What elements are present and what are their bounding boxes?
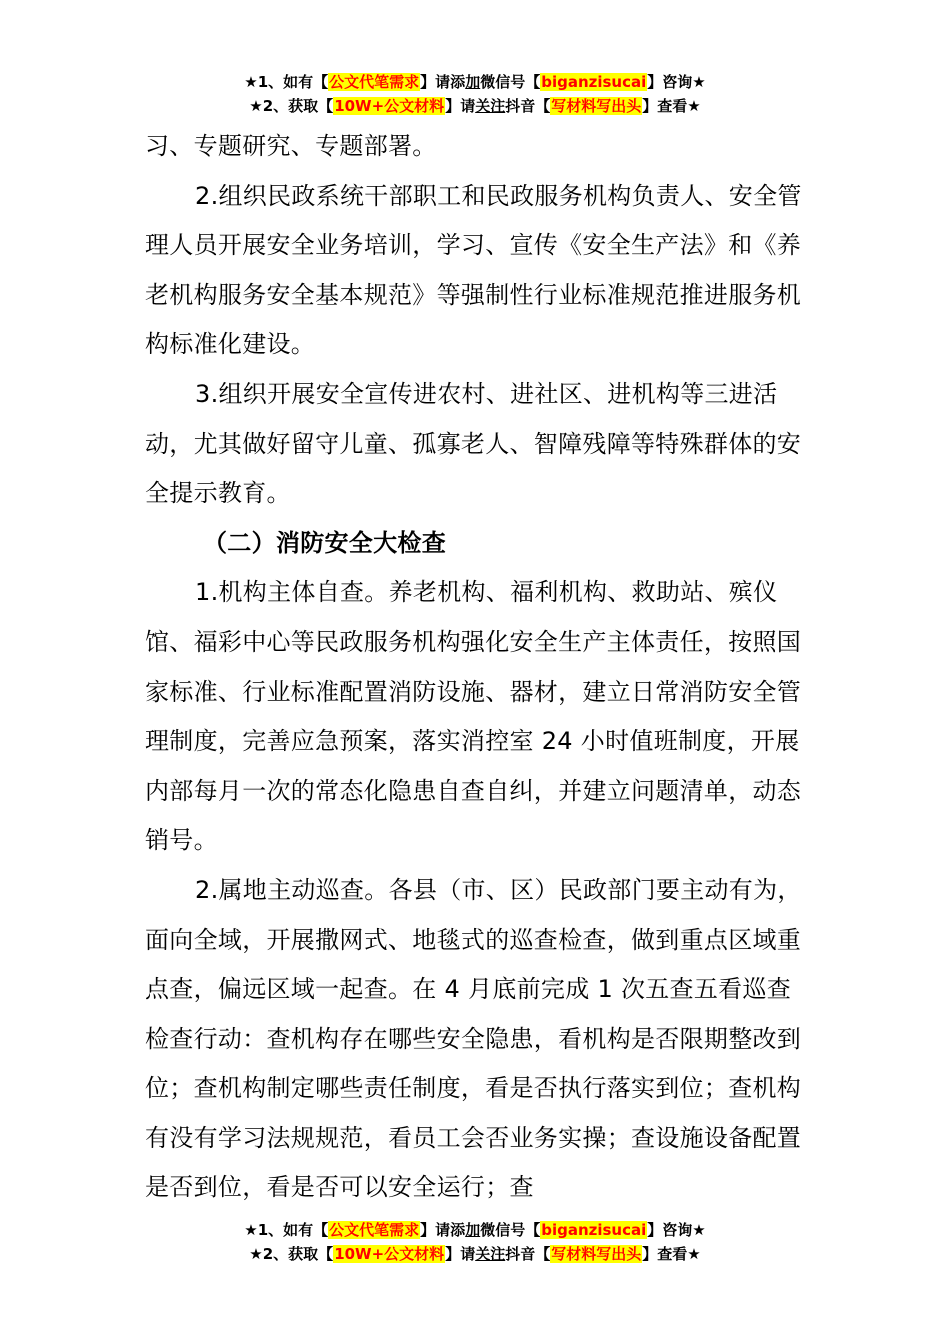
banner-highlight: 公文代笔需求 (329, 1221, 420, 1239)
footer-banner (0, 1218, 950, 1266)
banner-text: ★1、如有【 (244, 1221, 329, 1239)
banner-text: 】请添 (420, 73, 466, 91)
paragraph-continuation: 习、专题研究、专题部署。 (145, 132, 437, 160)
banner-text: 】请 (445, 97, 476, 115)
document-body (145, 122, 810, 1213)
paragraph-self-inspection: 1.机构主体自查。养老机构、福利机构、救助站、殡仪馆、福彩中心等民政服务机构强化安全生产主体责任，按照国家标准、行业标准配置消防设施、器材，建立日常消防安全管理制度，完善应急预案，落实消控室 24 小时值班制度，开展内部每月一次的常态化隐患自查自纠，并建立问题清单，动态销号。 (145, 578, 802, 855)
banner-line-2 (0, 1242, 950, 1266)
banner-text: 抖音【 (505, 97, 551, 115)
banner-text: 】请添 (420, 1221, 466, 1239)
banner-text: ★2、获取【 (249, 1245, 334, 1263)
banner-underlined: 关注 (475, 1245, 506, 1263)
paragraph-patrol-inspection: 2.属地主动巡查。各县（市、区）民政部门要主动有为，面向全域，开展撒网式、地毯式的巡查检查，做到重点区域重点查，偏远区域一起查。在 4 月底前完成 1 次五查五看巡查检查行动：查机构存在哪些安全隐患，看机构是否限期整改到位；查机构制定哪些责任制度，看是否执行落实到位；查机构有没有学习法规规范，看员工会否业务实操；查设施设备配置是否到位，看是否可以安全运行；查 (145, 875, 802, 1202)
banner-highlight: 写材料写出头 (551, 1245, 642, 1263)
header-banner (0, 70, 950, 118)
banner-highlight: biganzisucai (541, 73, 647, 91)
banner-highlight: 写材料写出头 (551, 97, 642, 115)
banner-text: 微信号【 (480, 73, 541, 91)
banner-text: 】请 (445, 1245, 476, 1263)
banner-text: 】查看★ (642, 1245, 701, 1263)
banner-highlight: biganzisucai (541, 1221, 647, 1239)
banner-text: 抖音【 (505, 1245, 551, 1263)
banner-text: 】咨询★ (647, 73, 706, 91)
banner-line-1 (0, 70, 950, 94)
banner-text: ★2、获取【 (249, 97, 334, 115)
banner-underlined: 关注 (475, 97, 506, 115)
paragraph-item-2: 2.组织民政系统干部职工和民政服务机构负责人、安全管理人员开展安全业务培训，学习、宣传《安全生产法》和《养老机构服务安全基本规范》等强制性行业标准规范推进服务机构标准化建设。 (145, 181, 802, 359)
paragraph-item-3: 3.组织开展安全宣传进农村、进社区、进机构等三进活动，尤其做好留守儿童、孤寡老人、智障残障等特殊群体的安全提示教育。 (145, 379, 802, 508)
banner-line-1 (0, 1218, 950, 1242)
banner-underlined: 加 (465, 73, 481, 91)
banner-text: ★1、如有【 (244, 73, 329, 91)
banner-highlight: 10W+公文材料 (334, 1245, 445, 1263)
banner-highlight: 10W+公文材料 (334, 97, 445, 115)
banner-text: 】查看★ (642, 97, 701, 115)
banner-highlight: 公文代笔需求 (329, 73, 420, 91)
banner-line-2 (0, 94, 950, 118)
banner-text: 微信号【 (480, 1221, 541, 1239)
banner-underlined: 加 (465, 1221, 481, 1239)
banner-text: 】咨询★ (647, 1221, 706, 1239)
section-heading: （二）消防安全大检查 (203, 528, 446, 557)
